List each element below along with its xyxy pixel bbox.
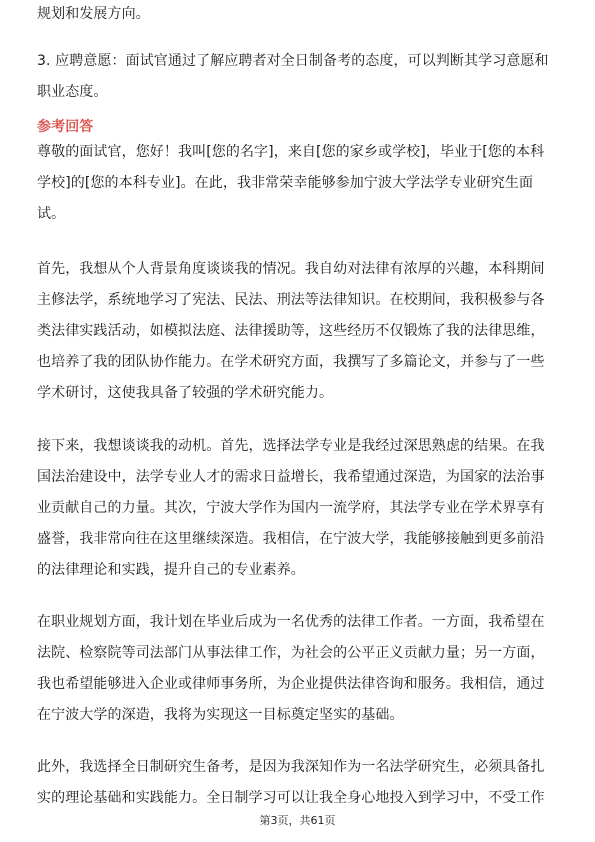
text-line: 国法治建设中，法学专业人才的需求日益增长，我希望通过深造，为国家的法治事 bbox=[37, 469, 545, 485]
text-line: 的法律理论和实践，提升自己的专业素养。 bbox=[37, 562, 305, 578]
text-line: 此外，我选择全日制研究生备考，是因为我深知作为一名法学研究生，必须具备扎 bbox=[37, 759, 545, 775]
text-line: 我也希望能够进入企业或律师事务所，为企业提供法律咨询和服务。我相信，通过 bbox=[37, 676, 545, 692]
text-line: 首先，我想从个人背景角度谈谈我的情况。我自幼对法律有浓厚的兴趣，本科期间 bbox=[37, 261, 545, 277]
text-line: 学校]的[您的本科专业]。在此，我非常荣幸能够参加宁波大学法学专业研究生面 bbox=[37, 175, 534, 191]
section-heading: 参考回答 bbox=[37, 119, 94, 135]
text-line: 职业态度。 bbox=[37, 84, 108, 100]
text-line: 类法律实践活动，如模拟法庭、法律援助等，这些经历不仅锻炼了我的法律思维， bbox=[37, 323, 545, 339]
text-line: 规划和发展方向。 bbox=[37, 6, 150, 22]
text-line: 在宁波大学的深造，我将为实现这一目标奠定坚实的基础。 bbox=[37, 707, 404, 723]
text-line: 也培养了我的团队协作能力。在学术研究方面，我撰写了多篇论文，并参与了一些 bbox=[37, 354, 545, 370]
text-line: 试。 bbox=[37, 206, 66, 222]
text-line: 学术研讨，这使我具备了较强的学术研究能力。 bbox=[37, 385, 334, 401]
text-line: 实的理论基础和实践能力。全日制学习可以让我全身心地投入到学习中，不受工作 bbox=[37, 790, 545, 806]
text-line: 尊敬的面试官，您好！我叫[您的名字]，来自[您的家乡或学校]，毕业于[您的本科 bbox=[37, 144, 545, 160]
text-line: 3. 应聘意愿：面试官通过了解应聘者对全日制备考的态度，可以判断其学习意愿和 bbox=[37, 53, 549, 69]
page-number: 第3页，共61页 bbox=[259, 814, 336, 827]
text-line: 法院、检察院等司法部门从事法律工作，为社会的公平正义贡献力量；另一方面， bbox=[37, 645, 545, 661]
text-line: 在职业规划方面，我计划在毕业后成为一名优秀的法律工作者。一方面，我希望在 bbox=[37, 614, 545, 630]
text-line: 主修法学，系统地学习了宪法、民法、刑法等法律知识。在校期间，我积极参与各 bbox=[37, 292, 545, 308]
text-line: 业贡献自己的力量。其次，宁波大学作为国内一流学府，其法学专业在学术界享有 bbox=[37, 500, 545, 516]
text-line: 接下来，我想谈谈我的动机。首先，选择法学专业是我经过深思熟虑的结果。在我 bbox=[37, 438, 545, 454]
text-line: 盛誉，我非常向往在这里继续深造。我相信，在宁波大学，我能够接触到更多前沿 bbox=[37, 531, 545, 547]
